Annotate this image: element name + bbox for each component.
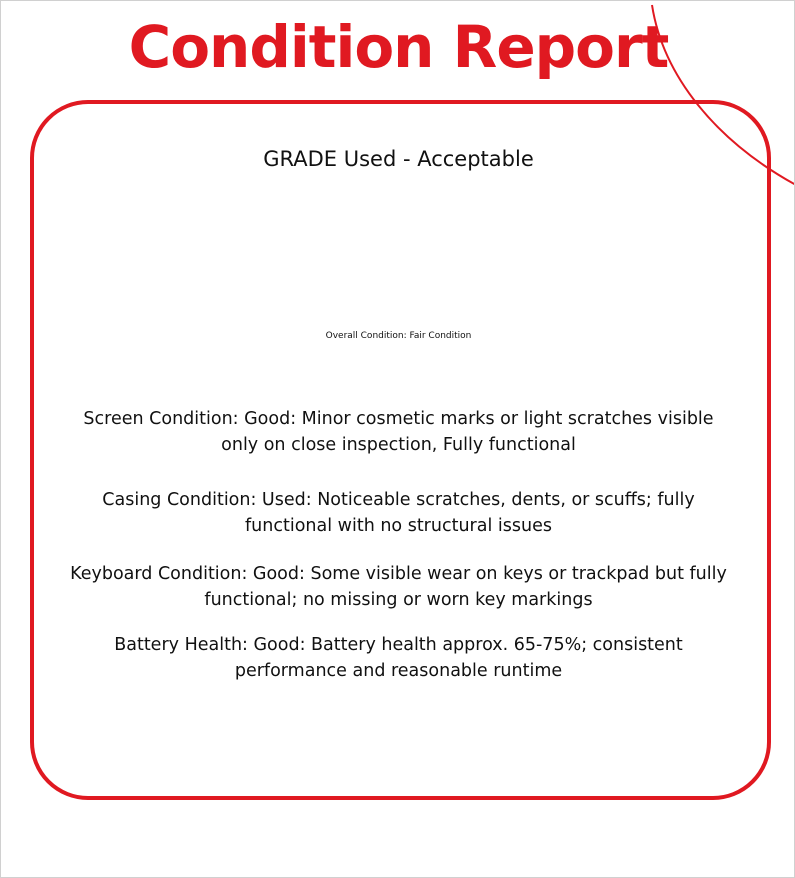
casing-condition: Casing Condition: Used: Noticeable scratches, dents, or scuffs; fully functional with no structural issues [102,490,695,536]
grade-label: GRADE Used - Acceptable [263,147,534,171]
keyboard-condition: Keyboard Condition: Good: Some visible wear on keys or trackpad but fully functional; no missing or worn key markings [70,564,727,610]
battery-health: Battery Health: Good: Battery health approx. 65-75%; consistent performance and reasonable runtime [114,635,683,681]
overall-condition: Overall Condition: Fair Condition [325,331,472,341]
page-title: Condition Report [128,13,669,81]
screen-condition: Screen Condition: Good: Minor cosmetic marks or light scratches visible only on close inspection, Fully functional [83,409,714,455]
